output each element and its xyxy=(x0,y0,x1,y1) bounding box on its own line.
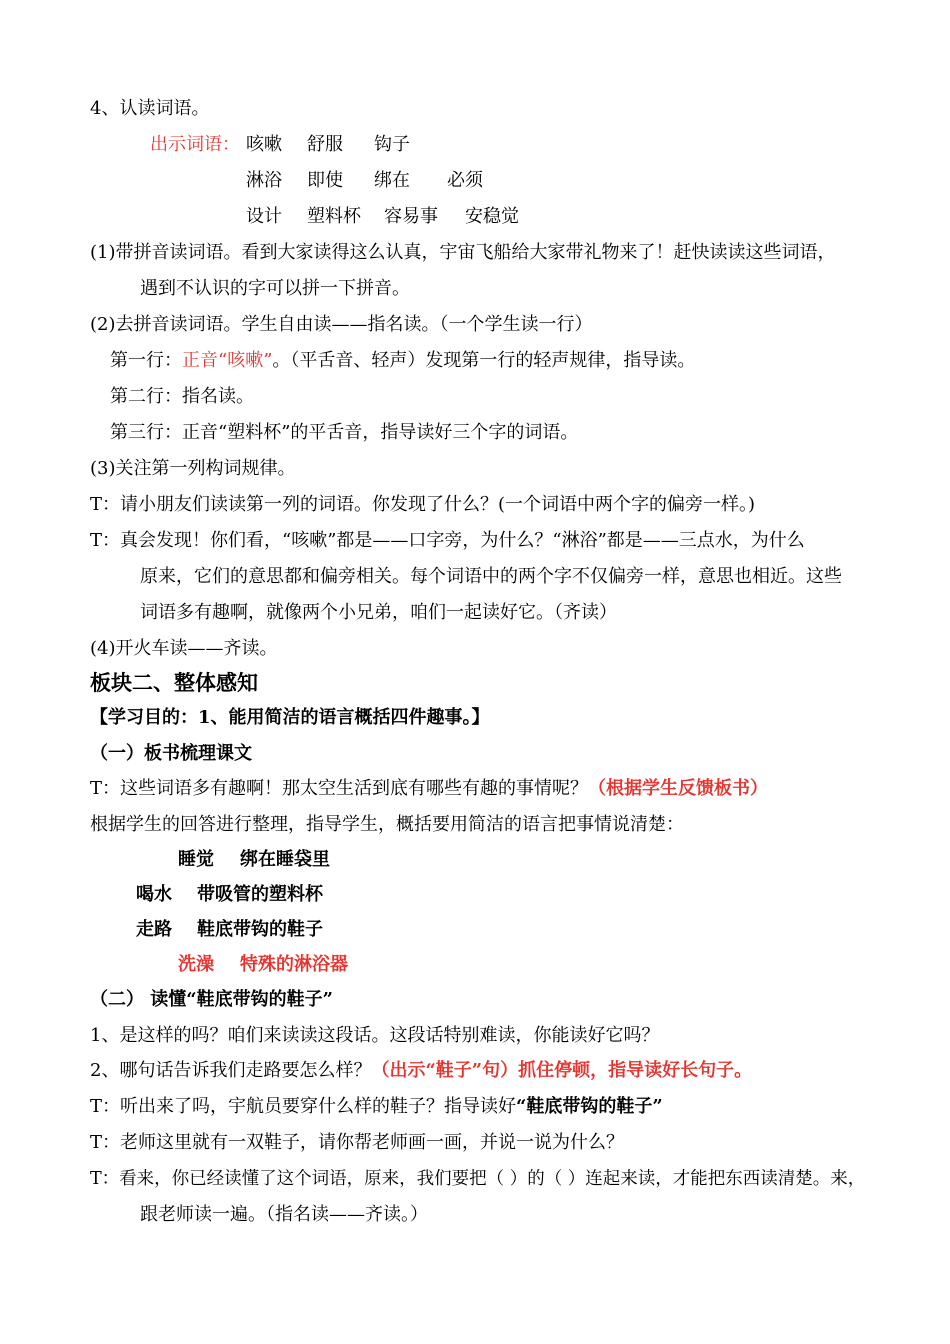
word: 咳嗽 xyxy=(246,134,282,155)
board-row xyxy=(178,953,354,977)
subheading: （二） 读懂“鞋底带钩的鞋子” xyxy=(90,989,333,1010)
word: 设计 xyxy=(246,206,282,227)
paragraph: T：老师这里就有一双鞋子，请你帮老师画一画，并说一说为什么？ xyxy=(90,1132,625,1153)
paragraph: (4)开火车读——齐读。 xyxy=(90,638,278,659)
paragraph: 根据学生的回答进行整理，指导学生，概括要用简洁的语言把事情说清楚： xyxy=(90,814,684,835)
section-4-title: 4、认读词语。 xyxy=(90,98,210,119)
paragraph: (3)关注第一列构词规律。 xyxy=(90,458,296,479)
word: 必须 xyxy=(447,170,483,191)
board-detail: 特殊的淋浴器 xyxy=(240,954,348,975)
word: 绑在 xyxy=(374,170,410,191)
paragraph: 1、是这样的吗？咱们来读读这段话。这段话特别难读，你能读好它吗？ xyxy=(90,1025,660,1046)
highlight-text: 正音“咳嗽” xyxy=(182,350,273,371)
paragraph xyxy=(90,777,768,801)
word: 安稳觉 xyxy=(465,206,519,227)
paragraph xyxy=(90,1059,752,1083)
section-heading: 板块二、整体感知 xyxy=(90,670,258,695)
board-topic: 睡觉 xyxy=(178,849,214,870)
line-text: T：听出来了吗，宇航员要穿什么样的鞋子？指导读好 xyxy=(90,1096,517,1117)
line-text: T：这些词语多有趣啊！那太空生活到底有哪些有趣的事情呢？ xyxy=(90,778,589,799)
board-detail: 鞋底带钩的鞋子 xyxy=(197,919,323,940)
paragraph: 第二行：指名读。 xyxy=(110,386,254,407)
paragraph: 跟老师读一遍。（指名读——齐读。） xyxy=(140,1204,428,1225)
word: 容易事 xyxy=(384,206,438,227)
word: 淋浴 xyxy=(246,170,282,191)
paragraph xyxy=(90,1095,663,1119)
paragraph: (1)带拼音读词语。看到大家读得这么认真，宇宙飞船给大家带礼物来了！赶快读读这些词语， xyxy=(90,242,836,263)
paragraph: (2)去拼音读词语。学生自由读——指名读。（一个学生读一行） xyxy=(90,314,593,335)
board-topic: 喝水 xyxy=(136,884,172,905)
word: 即使 xyxy=(307,170,343,191)
board-topic: 走路 xyxy=(136,919,172,940)
line-text: 2、哪句话告诉我们走路要怎么样？ xyxy=(90,1060,372,1081)
subheading: （一）板书梳理课文 xyxy=(90,743,252,764)
paragraph: T：请小朋友们读读第一列的词语。你发现了什么？(一个词语中两个字的偏旁一样。) xyxy=(90,494,756,515)
paragraph: T：真会发现！你们看，“咳嗽”都是——口字旁，为什么？“淋浴”都是——三点水，为什么 xyxy=(90,530,805,551)
learning-goal: 【学习目的：1、能用简洁的语言概括四件趣事。】 xyxy=(90,707,490,728)
paragraph xyxy=(110,349,695,373)
board-detail: 绑在睡袋里 xyxy=(240,849,330,870)
word: 塑料杯 xyxy=(307,206,361,227)
line-label: 第一行： xyxy=(110,350,182,371)
paragraph: 原来，它们的意思都和偏旁相关。每个词语中的两个字不仅偏旁一样，意思也相近。这些 xyxy=(140,566,842,587)
word: 钩子 xyxy=(374,134,410,155)
board-topic: 洗澡 xyxy=(178,954,214,975)
paragraph: 第三行：正音“塑料杯”的平舌音，指导读好三个字的词语。 xyxy=(110,422,579,443)
paragraph: 词语多有趣啊，就像两个小兄弟，咱们一起读好它。（齐读） xyxy=(140,602,617,623)
line-text: 。（平舌音、轻声）发现第一行的轻声规律，指导读。 xyxy=(272,350,696,371)
bold-text: “鞋底带钩的鞋子” xyxy=(516,1096,663,1117)
paragraph: T：看来，你已经读懂了这个词语，原来，我们要把（ ）的（ ）连起来读，才能把东西读清楚。来， xyxy=(90,1169,866,1189)
highlight-text: （根据学生反馈板书） xyxy=(588,778,769,799)
word: 舒服 xyxy=(307,134,343,155)
board-detail: 带吸管的塑料杯 xyxy=(197,884,323,905)
highlight-text: （出示“鞋子”句）抓住停顿，指导读好长句子。 xyxy=(371,1060,753,1081)
paragraph: 遇到不认识的字可以拼一下拼音。 xyxy=(140,278,410,299)
show-words-label: 出示词语： xyxy=(150,134,240,155)
